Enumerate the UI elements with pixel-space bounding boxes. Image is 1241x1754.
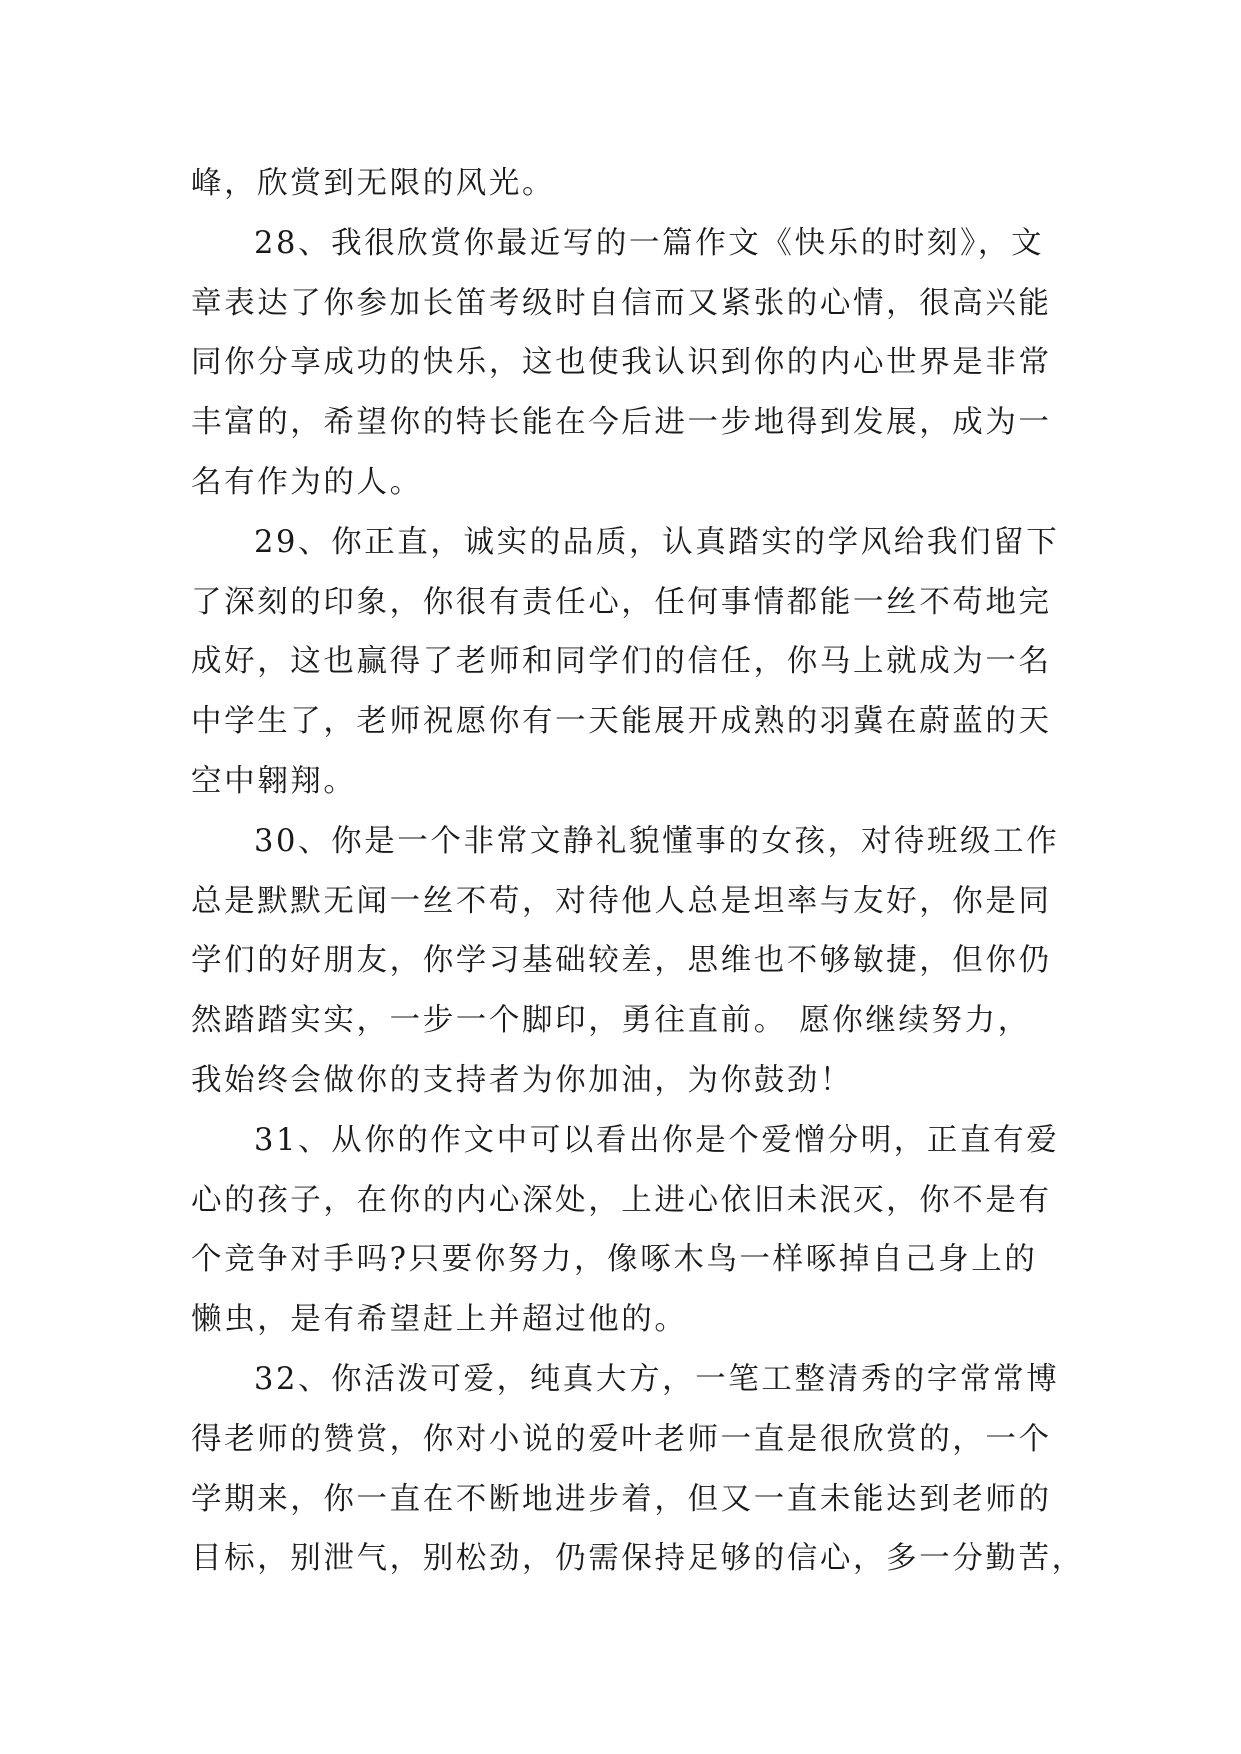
text-line: 空中翱翔。	[191, 763, 357, 799]
text-line: 了深刻的印象，你很有责任心，任何事情都能一丝不苟地完	[191, 584, 1052, 620]
text-line: 学期来，你一直在不断地进步着，但又一直未能达到老师的	[191, 1481, 1052, 1517]
text-line: 心的孩子，在你的内心深处，上进心依旧未泯灭，你不是有	[191, 1182, 1052, 1218]
text-line: 学们的好朋友，你学习基础较差，思维也不够敏捷，但你仍	[191, 943, 1052, 979]
text-line: 目标，别泄气，别松劲，仍需保持足够的信心，多一分勤苦，	[191, 1541, 1085, 1577]
text-line: 丰富的，希望你的特长能在今后进一步地得到发展，成为一	[191, 405, 1052, 441]
document-body	[191, 154, 1085, 1589]
paragraph-start-32: 32、你活泼可爱，纯真大方，一笔工整清秀的字常常博	[254, 1361, 1060, 1397]
text-line: 同你分享成功的快乐，这也使我认识到你的内心世界是非常	[191, 345, 1052, 381]
text-line: 峰，欣赏到无限的风光。	[191, 166, 556, 201]
text-line: 我始终会做你的支持者为你加油，为你鼓劲！	[191, 1062, 853, 1098]
text-line: 得老师的赞赏，你对小说的爱叶老师一直是很欣赏的，一个	[191, 1421, 1052, 1457]
text-line: 懒虫，是有希望赶上并超过他的。	[191, 1302, 688, 1338]
text-line: 然踏踏实实，一步一个脚印，勇往直前。 愿你继续努力，	[191, 1003, 1031, 1039]
paragraph-start-29: 29、你正直，诚实的品质，认真踏实的学风给我们留下	[254, 524, 1060, 560]
paragraph-start-30: 30、你是一个非常文静礼貌懂事的女孩，对待班级工作	[254, 823, 1060, 859]
text-line: 成好，这也赢得了老师和同学们的信任，你马上就成为一名	[191, 644, 1052, 680]
text-line: 总是默默无闻一丝不苟，对待他人总是坦率与友好，你是同	[191, 883, 1052, 919]
text-line: 名有作为的人。	[191, 464, 423, 500]
text-line: 中学生了，老师祝愿你有一天能展开成熟的羽冀在蔚蓝的天	[191, 704, 1052, 740]
paragraph-start-31: 31、从你的作文中可以看出你是个爱憎分明，正直有爱	[254, 1122, 1060, 1158]
text-line: 个竞争对手吗?只要你努力，像啄木鸟一样啄掉自己身上的	[191, 1242, 1038, 1278]
paragraph-start-28: 28、我很欣赏你最近写的一篇作文《快乐的时刻》，文	[254, 225, 1045, 261]
text-line: 章表达了你参加长笛考级时自信而又紧张的心情，很高兴能	[191, 285, 1052, 321]
